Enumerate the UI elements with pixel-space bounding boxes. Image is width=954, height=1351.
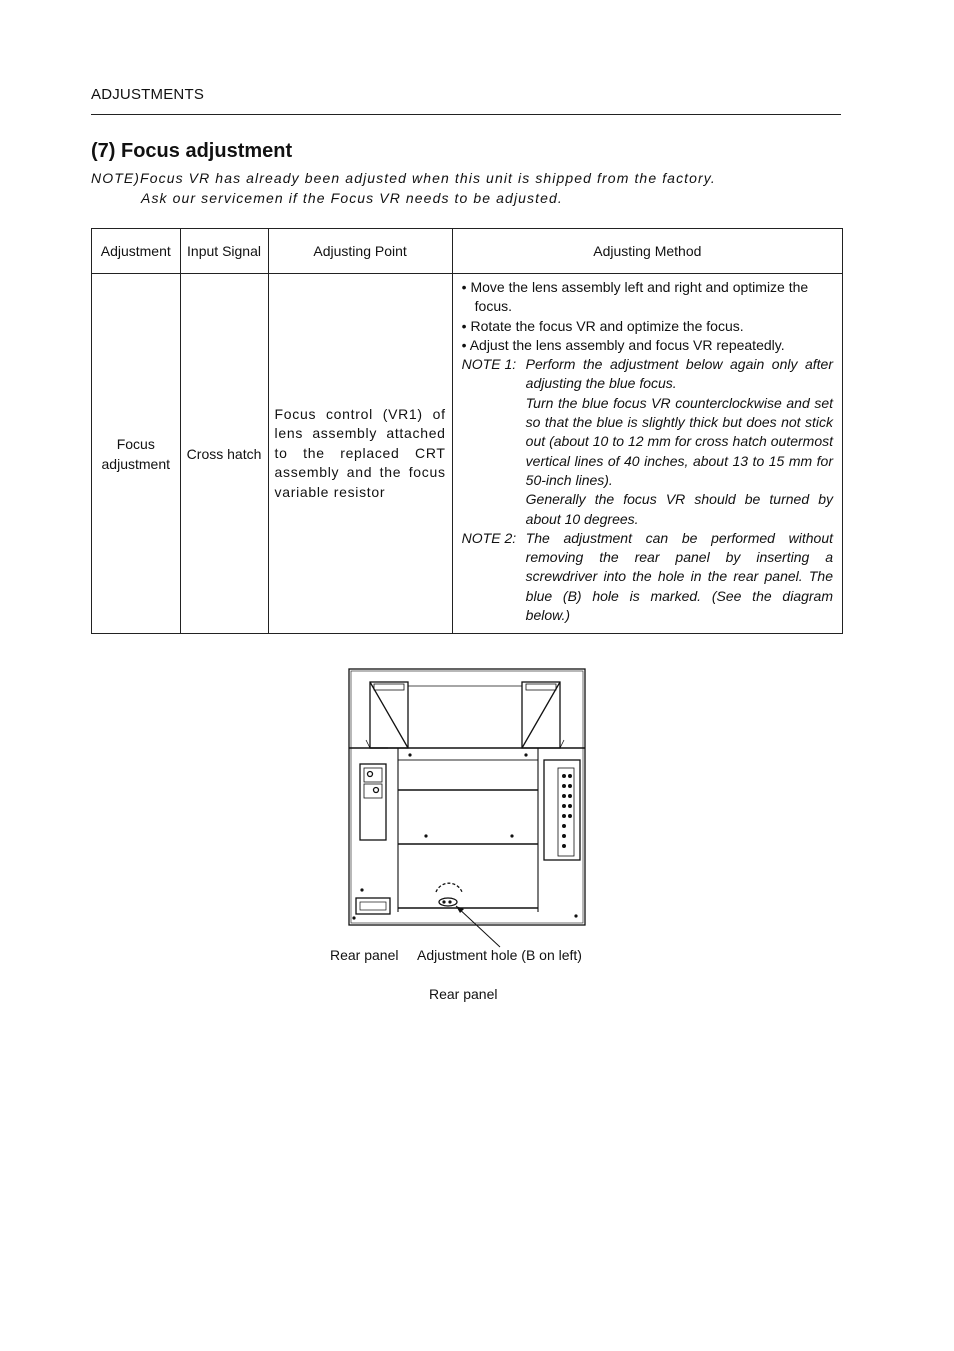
note1-label: NOTE 1: [461, 356, 517, 373]
page-title: (7) Focus adjustment [91, 140, 293, 162]
note1-paragraph: Turn the blue focus VR counterclockwise and set so that the blue is slightly thick but does not stick out (about 10 to 12 mm for cross hatch outermost vertical lines of 40 inches, about 13 to 15 mm for 50-inch lines). [525, 394, 833, 488]
adjustment-line1: Focus [116, 435, 155, 452]
left-bracket [370, 682, 408, 748]
method-bullet: • Adjust the lens assembly and focus VR repeatedly. [461, 336, 785, 353]
adjustment-hole [439, 898, 457, 906]
figure-label-rear-panel: Rear panel [330, 947, 399, 963]
note1-paragraph: Perform the adjustment below again only after adjusting the blue focus. [525, 356, 833, 392]
table-header-row [92, 229, 843, 274]
factory-note-line2: Ask our servicemen if the Focus VR needs to be adjusted. [141, 190, 563, 206]
right-bracket [522, 682, 560, 748]
adjustment-table [91, 228, 843, 634]
rear-panel-diagram [340, 660, 600, 950]
note1-text [526, 355, 833, 529]
terminal-jacks [562, 774, 572, 848]
figure-caption: Rear panel [429, 986, 498, 1002]
cell-input-signal: Cross hatch [180, 274, 268, 634]
leader-arrow [456, 906, 500, 947]
method-bullet: • Rotate the focus VR and optimize the focus. [461, 317, 744, 334]
factory-note [91, 168, 716, 208]
center-panel [398, 760, 538, 908]
header-adjusting-method: Adjusting Method [452, 229, 842, 274]
cell-adjusting-point: Focus control (VR1) of lens assembly attached to the replaced CRT assembly and the focus variable resistor [268, 274, 452, 634]
adjustment-hole-marker [436, 883, 462, 892]
adjustment-line2: adjustment [101, 455, 170, 472]
note2 [462, 529, 833, 625]
figure-label-adjustment-hole: Adjustment hole (B on left) [417, 947, 582, 963]
table-row [92, 274, 843, 634]
section-header: ADJUSTMENTS [91, 86, 205, 103]
header-rule [91, 114, 841, 115]
factory-note-line1: NOTE)Focus VR has already been adjusted when this unit is shipped from the factory. [91, 170, 716, 186]
terminal-board [544, 760, 580, 860]
cell-adjusting-method [452, 274, 842, 634]
header-adjustment: Adjustment [92, 229, 181, 274]
note2-label: NOTE 2: [461, 529, 517, 546]
header-adjusting-point: Adjusting Point [268, 229, 452, 274]
cell-adjustment [92, 274, 181, 634]
note1-paragraph: Generally the focus VR should be turned by about 10 degrees. [525, 491, 833, 527]
header-input-signal: Input Signal [180, 229, 268, 274]
method-bullet: • Move the lens assembly left and right and optimize the focus. [461, 279, 809, 315]
note2-text: The adjustment can be performed without removing the rear panel by inserting a screwdriver into the hole in the rear panel. The blue (B) hole is marked. (See the diagram below.) [525, 529, 833, 624]
note1 [462, 355, 833, 529]
